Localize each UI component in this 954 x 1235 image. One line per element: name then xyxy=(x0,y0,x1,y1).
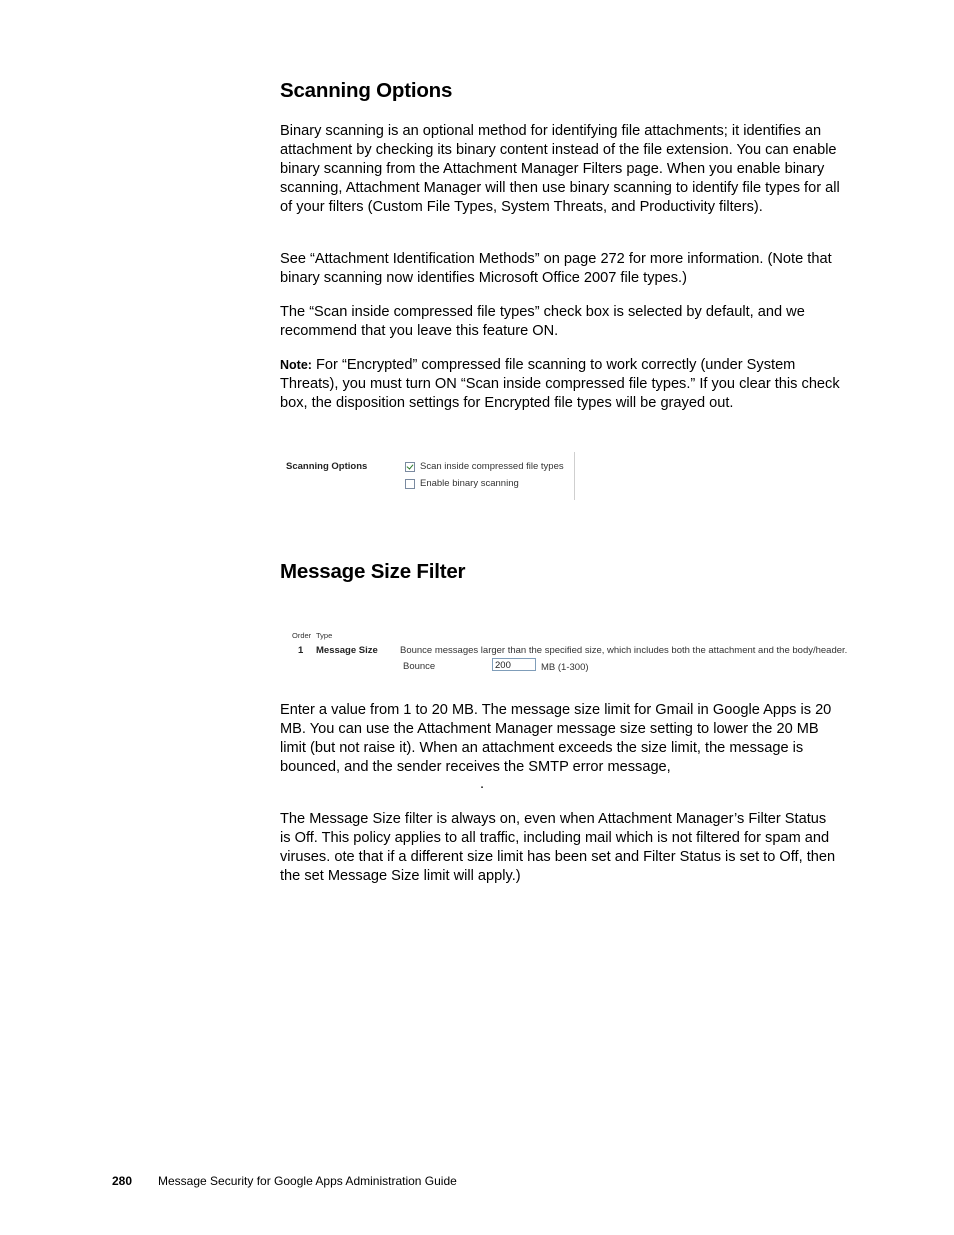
scanning-note xyxy=(280,356,840,413)
scanning-options-screenshot xyxy=(283,452,575,500)
scanning-paragraph-3: The “Scan inside compressed file types” check box is selected by default, and we recommend that you leave this feature ON. xyxy=(280,304,805,339)
size-paragraph-1-end: . xyxy=(480,776,485,792)
column-header-type: Type xyxy=(316,631,333,640)
footer-title: Message Security for Google Apps Administration Guide xyxy=(158,1174,457,1188)
scan-compressed-option[interactable] xyxy=(405,461,564,472)
size-paragraph-1: Enter a value from 1 to 20 MB. The message size limit for Gmail in Google Apps is 20 MB. You can use the Attachment Manager message size setting to lower the 20 MB limit (but not raise it). When an attachment exceeds the size limit, the message is bounced, and the sender receives the SMTP error message, xyxy=(280,702,832,775)
size-unit-label: MB (1-300) xyxy=(541,662,589,673)
size-paragraph-2: The Message Size filter is always on, even when Attachment Manager’s Filter Status is Off. This policy applies to all traffic, including mail which is not filtered for spam and viruses. ote that if a different size limit has been set and Filter Status is set to Off, then the set Message Size limit will apply.) xyxy=(280,811,836,884)
note-label: Note: xyxy=(280,358,312,372)
binary-scanning-option[interactable] xyxy=(405,478,519,489)
filter-description: Bounce messages larger than the specified size, which includes both the attachment and the body/header. xyxy=(400,645,848,656)
section-heading-scanning-options: Scanning Options xyxy=(280,79,453,102)
filter-type: Message Size xyxy=(316,645,378,656)
page-number: 280 xyxy=(112,1174,133,1188)
filter-order: 1 xyxy=(298,645,304,656)
note-text: For “Encrypted” compressed file scanning to work correctly (under System Threats), you must turn ON “Scan inside compressed file types.” If you clear this check box, the disposition settings for Encrypted file types will be grayed out. xyxy=(280,357,840,411)
binary-scanning-label: Enable binary scanning xyxy=(420,478,519,489)
section-heading-message-size-filter: Message Size Filter xyxy=(280,560,466,583)
message-size-screenshot xyxy=(288,628,848,678)
scan-compressed-label: Scan inside compressed file types xyxy=(420,461,564,472)
column-header-order: Order xyxy=(292,631,312,640)
scan-compressed-checkbox[interactable] xyxy=(405,462,415,472)
filter-action: Bounce xyxy=(403,661,436,672)
panel-divider xyxy=(574,452,575,500)
scanning-paragraph-1: Binary scanning is an optional method for identifying file attachments; it identifies an attachment by checking its binary content instead of the file extension. You can enable binary scanning from the Attachment Manager Filters page. When you enable binary scanning, Attachment Manager will then use binary scanning to identify file types for all of your filters (Custom File Types, System Threats, and Productivity filters). xyxy=(280,123,840,215)
scanning-paragraph-2: See “Attachment Identification Methods” on page 272 for more information. (Note that binary scanning now identifies Microsoft Office 2007 file types.) xyxy=(280,251,832,286)
scanning-options-label: Scanning Options xyxy=(286,461,368,472)
binary-scanning-checkbox[interactable] xyxy=(405,479,415,489)
size-limit-input[interactable]: 200 xyxy=(492,658,536,671)
